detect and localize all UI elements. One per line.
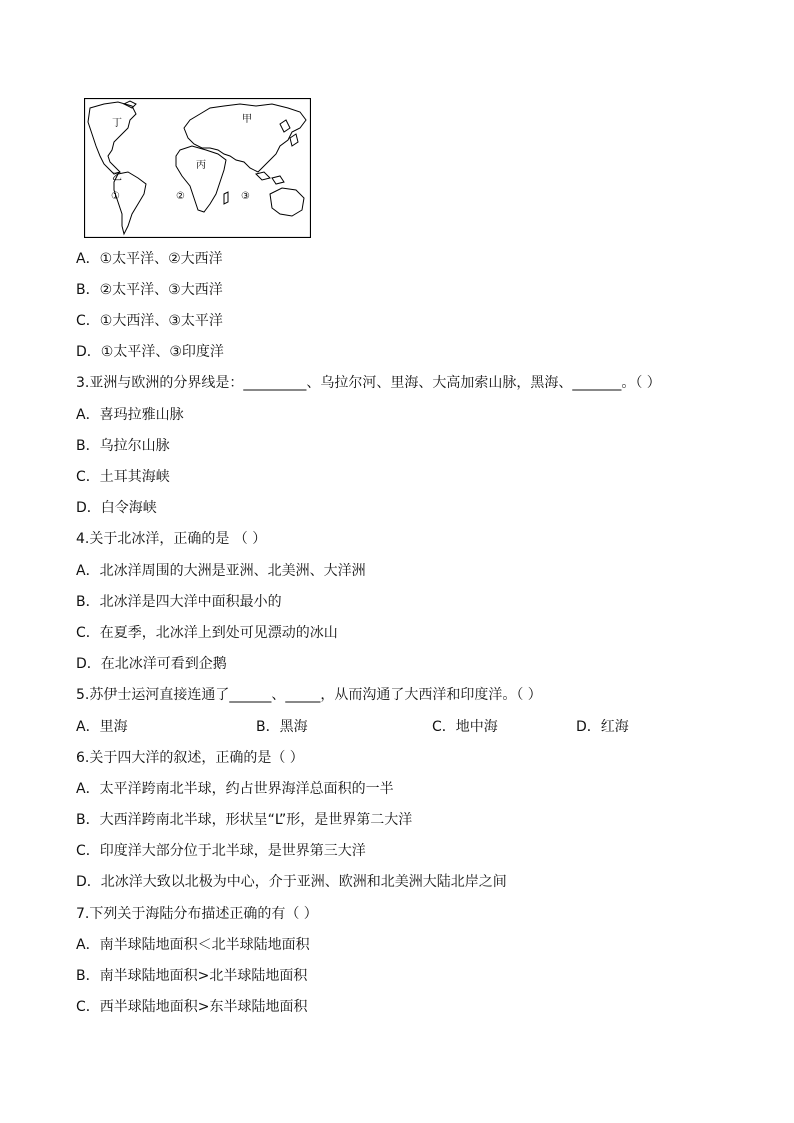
q2-option-a: A．①太平洋、②大西洋: [76, 251, 223, 267]
q4-option-d: D．在北冰洋可看到企鹅: [76, 656, 227, 672]
q5-stem: 5.苏伊士运河直接连通了______、_____，从而沟通了大西洋和印度洋。（ ）: [76, 687, 542, 703]
q5-option-b: B．黑海: [256, 719, 308, 735]
q7-stem: 7.下列关于海陆分布描述正确的有（ ）: [76, 906, 318, 922]
map-label-ding: 丁: [112, 118, 122, 129]
q3-option-d: D．白令海峡: [76, 500, 157, 516]
q6-option-a: A．太平洋跨南北半球，约占世界海洋总面积的一半: [76, 781, 394, 797]
map-label-jia: 甲: [242, 114, 252, 125]
map-label-circle-2: ②: [176, 191, 185, 202]
q7-option-b: B．南半球陆地面积>北半球陆地面积: [76, 968, 308, 984]
q5-option-c: C．地中海: [432, 719, 498, 735]
world-map-figure: [84, 98, 311, 238]
q6-option-b: B．大西洋跨南北半球，形状呈“L”形，是世界第二大洋: [76, 812, 413, 828]
q4-option-a: A．北冰洋周围的大洲是亚洲、北美洲、大洋洲: [76, 563, 366, 579]
q2-option-b: B．②太平洋、③大西洋: [76, 282, 223, 298]
q6-option-c: C．印度洋大部分位于北半球，是世界第三大洋: [76, 843, 366, 859]
q4-option-c: C．在夏季，北冰洋上到处可见漂动的冰山: [76, 625, 338, 641]
q7-option-c: C．西半球陆地面积>东半球陆地面积: [76, 999, 308, 1015]
q4-option-b: B．北冰洋是四大洋中面积最小的: [76, 594, 282, 610]
map-label-bing: 丙: [196, 160, 206, 171]
q5-option-a: A．里海: [76, 719, 128, 735]
q7-option-a: A．南半球陆地面积＜北半球陆地面积: [76, 937, 310, 953]
q4-stem: 4.关于北冰洋，正确的是 （ ）: [76, 531, 267, 547]
q2-option-c: C．①大西洋、③太平洋: [76, 313, 223, 329]
q3-option-b: B．乌拉尔山脉: [76, 438, 170, 454]
map-label-circle-3: ③: [241, 191, 250, 202]
q5-option-d: D．红海: [576, 719, 629, 735]
q6-stem: 6.关于四大洋的叙述，正确的是（ ）: [76, 750, 304, 766]
q6-option-d: D．北冰洋大致以北极为中心，介于亚洲、欧洲和北美洲大陆北岸之间: [76, 874, 507, 890]
map-label-yi: 乙: [112, 172, 122, 183]
q3-option-a: A．喜玛拉雅山脉: [76, 407, 184, 423]
q3-stem: 3.亚洲与欧洲的分界线是：_________、乌拉尔河、里海、大高加索山脉，黑海、_______。（ ）: [76, 375, 661, 391]
q2-option-d: D．①太平洋、③印度洋: [76, 344, 224, 360]
q3-option-c: C．土耳其海峡: [76, 469, 170, 485]
map-label-circle-1: ①: [111, 191, 120, 202]
